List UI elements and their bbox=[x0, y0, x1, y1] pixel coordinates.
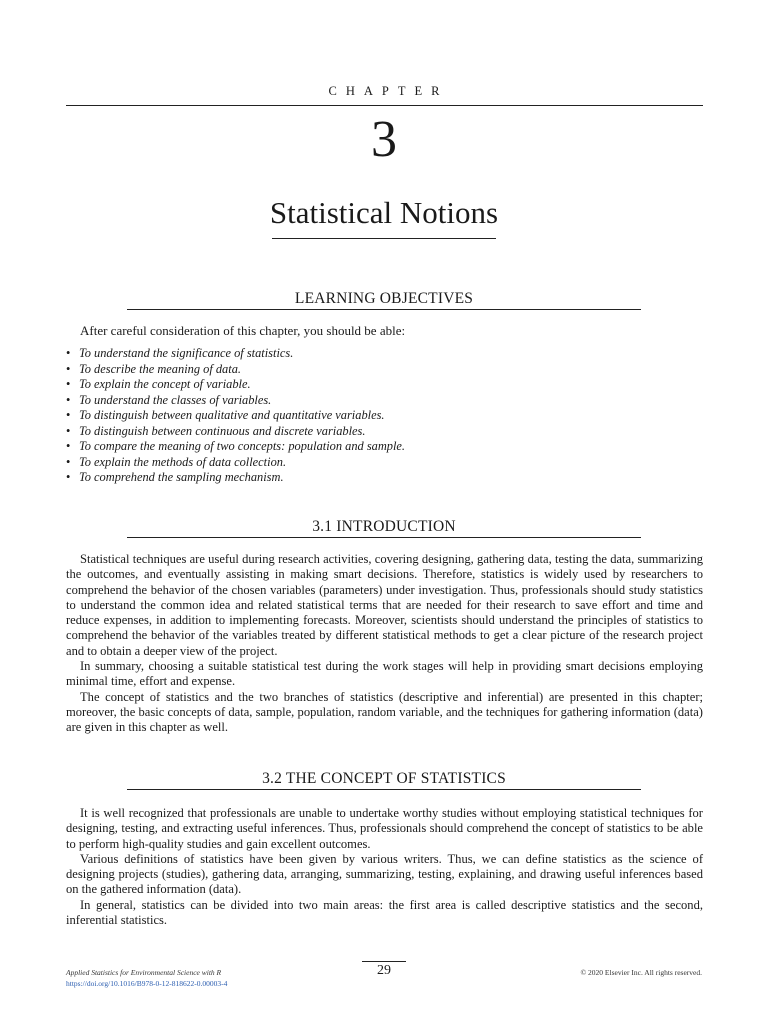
objective-item: • To comprehend the sampling mechanism. bbox=[66, 470, 284, 485]
paragraph: Statistical techniques are useful during research activities, covering designing, gathering data, testing the data, summarizing the outcomes, and eventually assisting in making smart decisions. Therefore, statistics is widely used by researchers to comprehend the behavior of the chosen variables (parameters) under investigation. Thus, professionals should study statistics to understand the common idea and related statistical terms that are needed for their research to save effort and time and reduce expenses, in addition to implementing forecasts. Moreover, scientists should understand the principles of statistics to comprehend the behavior of the variables treated by different statistical methods to get a clear picture of the research project and to obtain a deeper view of the project. bbox=[66, 552, 703, 658]
title-underline bbox=[272, 238, 496, 239]
bullet-icon: • bbox=[66, 346, 71, 360]
chapter-label: CHAPTER bbox=[328, 84, 449, 98]
objective-item: • To explain the methods of data collection. bbox=[66, 454, 287, 469]
objective-item: • To understand the significance of statistics. bbox=[66, 346, 294, 360]
objective-item: • To compare the meaning of two concepts: population and sample. bbox=[66, 439, 406, 454]
objective-item: • To understand the classes of variables. bbox=[66, 392, 272, 407]
chapter-title: Statistical Notions bbox=[269, 195, 499, 230]
chapter-divider bbox=[66, 105, 703, 106]
bullet-icon: • bbox=[66, 439, 71, 454]
section-3-2-divider bbox=[127, 789, 641, 790]
paragraph: In summary, choosing a suitable statistical test during the work stages will help in providing smart decisions employing minimal time, effort and expense. bbox=[66, 659, 703, 689]
objective-item: • To distinguish between qualitative and quantitative variables. bbox=[66, 408, 385, 423]
section-3-1-divider bbox=[127, 537, 641, 538]
bullet-icon: • bbox=[66, 361, 71, 376]
page-number: 29 bbox=[377, 963, 391, 978]
section-3-1-heading: 3.1 INTRODUCTION bbox=[312, 518, 456, 535]
paragraph: It is well recognized that professionals are unable to undertake worthy studies without employing statistical techniques for designing, testing, and extracting useful inferences. Thus, professionals should comprehend the concept of statistics to be able to perform high-quality studies and gain excellent outcomes. bbox=[66, 806, 703, 851]
doi-link[interactable]: https://doi.org/10.1016/B978-0-12-818622-0.00003-4 bbox=[66, 979, 228, 988]
objective-item: • To explain the concept of variable. bbox=[66, 377, 251, 392]
paragraph: The concept of statistics and the two branches of statistics (descriptive and inferential) are presented in this chapter; moreover, the basic concepts of data, sample, population, random variable, and the techniques for gathering information (data) are given in this chapter as well. bbox=[66, 689, 703, 735]
footer-divider bbox=[362, 961, 406, 962]
bullet-icon: • bbox=[66, 470, 71, 485]
book-title: Applied Statistics for Environmental Science with R bbox=[66, 968, 222, 977]
bullet-icon: • bbox=[66, 454, 71, 469]
bullet-icon: • bbox=[66, 408, 71, 423]
chapter-number: 3 bbox=[371, 111, 397, 168]
bullet-icon: • bbox=[66, 377, 71, 392]
copyright-notice: © 2020 Elsevier Inc. All rights reserved. bbox=[580, 968, 702, 977]
learning-objectives-list bbox=[66, 346, 686, 486]
learning-objectives-heading: LEARNING OBJECTIVES bbox=[294, 290, 474, 307]
section-3-2-body bbox=[66, 806, 703, 928]
paragraph: In general, statistics can be divided into two main areas: the first area is called descriptive statistics and the second, inferential statistics. bbox=[66, 897, 703, 928]
bullet-icon: • bbox=[66, 392, 71, 407]
objective-item: • To describe the meaning of data. bbox=[66, 361, 241, 376]
section-3-1-body bbox=[66, 552, 703, 736]
paragraph: Various definitions of statistics have been given by various writers. Thus, we can define statistics as the science of designing projects (studies), gathering data, arranging, summarizing, testing, explaining, and drawing useful inferences based on the gathered information (data). bbox=[66, 851, 703, 897]
objective-item: • To distinguish between continuous and discrete variables. bbox=[66, 423, 366, 438]
learning-objectives-intro: After careful consideration of this chapter, you should be able: bbox=[80, 323, 406, 338]
bullet-icon: • bbox=[66, 423, 71, 438]
learning-objectives-divider bbox=[127, 309, 641, 310]
section-3-2-heading: 3.2 THE CONCEPT OF STATISTICS bbox=[262, 770, 506, 787]
